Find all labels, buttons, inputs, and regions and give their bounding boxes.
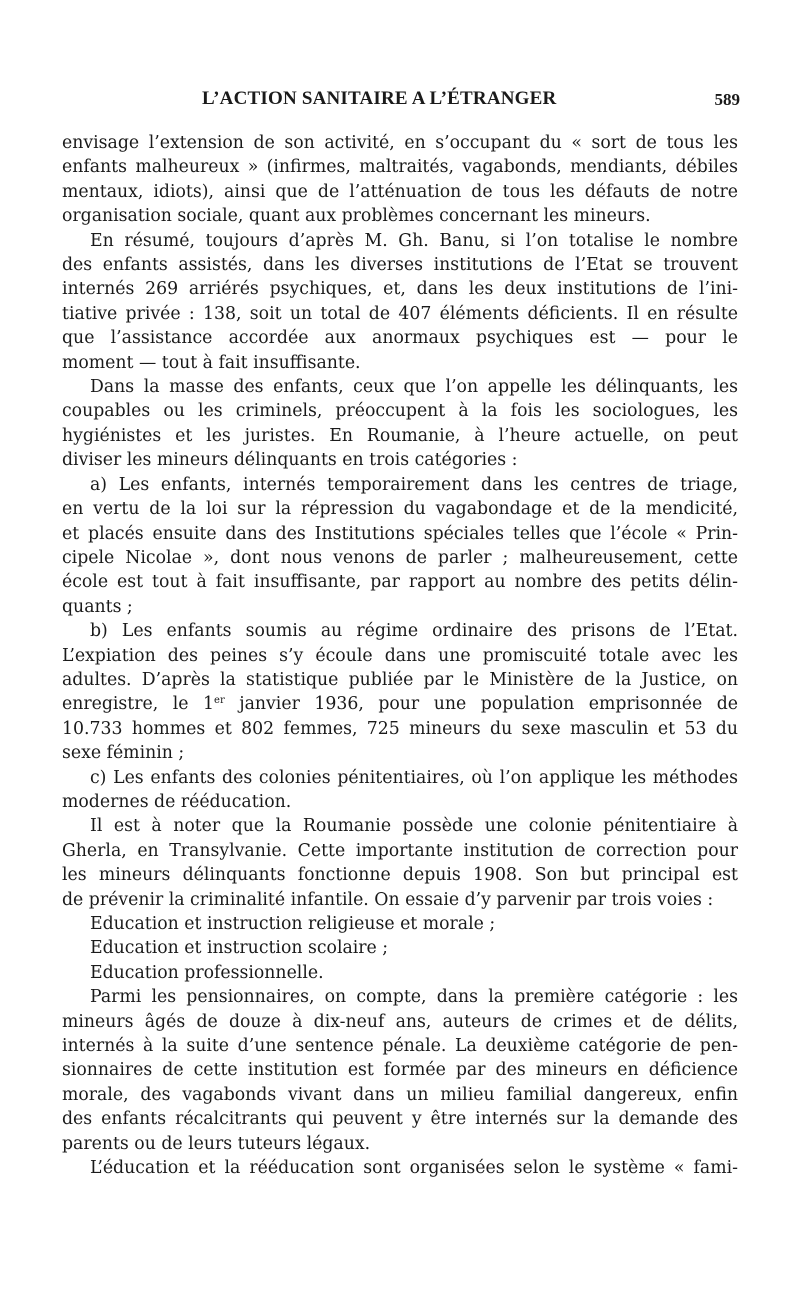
paragraph <box>62 473 738 619</box>
text-line: moment — tout à fait insuffisante. <box>62 352 361 373</box>
text-line: morale, des vagabonds vivant dans un milieu familial dangereux, enfin <box>62 1084 738 1105</box>
text-line: que l’assistance accordée aux anormaux psychiques est — pour le <box>62 328 738 349</box>
text-line: cipele Nicolae », dont nous venons de parler ; malheureusement, cette <box>62 547 738 568</box>
text-line: En résumé, toujours d’après M. Gh. Banu, si l’on totalise le nombre <box>90 230 738 251</box>
text-line: Education et instruction scolaire ; <box>90 938 389 959</box>
text-line: enregistre, le 1er janvier 1936, pour une population emprisonnée de <box>62 694 739 715</box>
text-line: les mineurs délinquants fonctionne depuis 1908. Son but principal est <box>62 865 738 886</box>
text-line: internés à la suite d’une sentence pénale. La deuxième catégorie de pen- <box>62 1036 738 1057</box>
text-line: sexe féminin ; <box>62 743 185 764</box>
text-line: Parmi les pensionnaires, on compte, dans la première catégorie : les <box>90 987 738 1008</box>
paragraph <box>62 766 738 815</box>
text-line: des enfants récalcitrants qui peuvent y être internés sur la demande des <box>62 1109 738 1130</box>
text-line: 10.733 hommes et 802 femmes, 725 mineurs du sexe masculin et 53 du <box>62 718 738 739</box>
text-line: mentaux, idiots), ainsi que de l’atténuation de tous les défauts de notre <box>62 181 738 202</box>
body-text <box>62 131 738 1180</box>
paragraph <box>62 961 738 985</box>
paragraph <box>62 912 738 936</box>
text-line: sionnaires de cette institution est formée par des mineurs en déficience <box>62 1060 738 1081</box>
text-line: Gherla, en Transylvanie. Cette importante institution de correction pour <box>62 840 738 861</box>
paragraph <box>62 131 738 229</box>
text-line: des enfants assistés, dans les diverses institutions de l’Etat se trouvent <box>62 255 738 276</box>
paragraph <box>62 985 738 1156</box>
text-line: modernes de rééducation. <box>62 791 292 812</box>
page-header <box>62 88 740 116</box>
text-line: Education professionnelle. <box>90 962 324 983</box>
running-title: L’ACTION SANITAIRE A L’ÉTRANGER <box>202 88 557 109</box>
text-line: b) Les enfants soumis au régime ordinaire des prisons de l’Etat. <box>90 621 738 642</box>
text-line: L’expiation des peines s’y écoule dans une promiscuité totale avec les <box>62 645 738 666</box>
text-line: en vertu de la loi sur la répression du vagabondage et de la mendicité, <box>62 499 738 520</box>
paragraph <box>62 936 738 960</box>
text-line: quants ; <box>62 596 133 617</box>
page-number: 589 <box>714 90 740 109</box>
text-line: diviser les mineurs délinquants en trois catégories : <box>62 450 518 471</box>
text-line: c) Les enfants des colonies pénitentiaires, où l’on applique les méthodes <box>90 767 738 788</box>
text-line: adultes. D’après la statistique publiée par le Ministère de la Justice, on <box>62 669 738 690</box>
text-line: a) Les enfants, internés temporairement dans les centres de triage, <box>90 474 738 495</box>
text-line: Il est à noter que la Roumanie possède une colonie pénitentiaire à <box>90 816 738 837</box>
text-line: Education et instruction religieuse et morale ; <box>90 914 496 934</box>
paragraph <box>62 1156 738 1180</box>
text-line: école est tout à fait insuffisante, par rapport au nombre des petits délin- <box>62 572 738 593</box>
text-line: tiative privée : 138, soit un total de 407 éléments déficients. Il en résulte <box>62 303 738 324</box>
paragraph <box>62 229 738 375</box>
text-line: et placés ensuite dans des Institutions spéciales telles que l’école « Prin- <box>62 523 738 544</box>
text-line: parents ou de leurs tuteurs légaux. <box>62 1133 371 1154</box>
text-line: L’éducation et la rééducation sont organisées selon le système « fami- <box>90 1158 738 1179</box>
text-line: envisage l’extension de son activité, en s’occupant du « sort de tous les <box>62 133 738 153</box>
text-line: mineurs âgés de douze à dix-neuf ans, auteurs de crimes et de délits, <box>62 1011 738 1032</box>
text-line: organisation sociale, quant aux problèmes concernant les mineurs. <box>62 206 651 227</box>
paragraph <box>62 375 738 473</box>
text-line: enfants malheureux » (infirmes, maltraités, vagabonds, mendiants, débiles <box>62 157 738 178</box>
text-line: Dans la masse des enfants, ceux que l’on appelle les délinquants, les <box>90 377 738 398</box>
text-line: hygiénistes et les juristes. En Roumanie, à l’heure actuelle, on peut <box>62 425 738 446</box>
text-line: internés 269 arriérés psychiques, et, dans les deux institutions de l’ini- <box>62 279 738 300</box>
text-line: coupables ou les criminels, préoccupent à la fois les sociologues, les <box>62 401 738 422</box>
text-line: de prévenir la criminalité infantile. On essaie d’y parvenir par trois voies : <box>62 889 714 910</box>
paragraph <box>62 814 738 912</box>
paragraph <box>62 619 738 765</box>
